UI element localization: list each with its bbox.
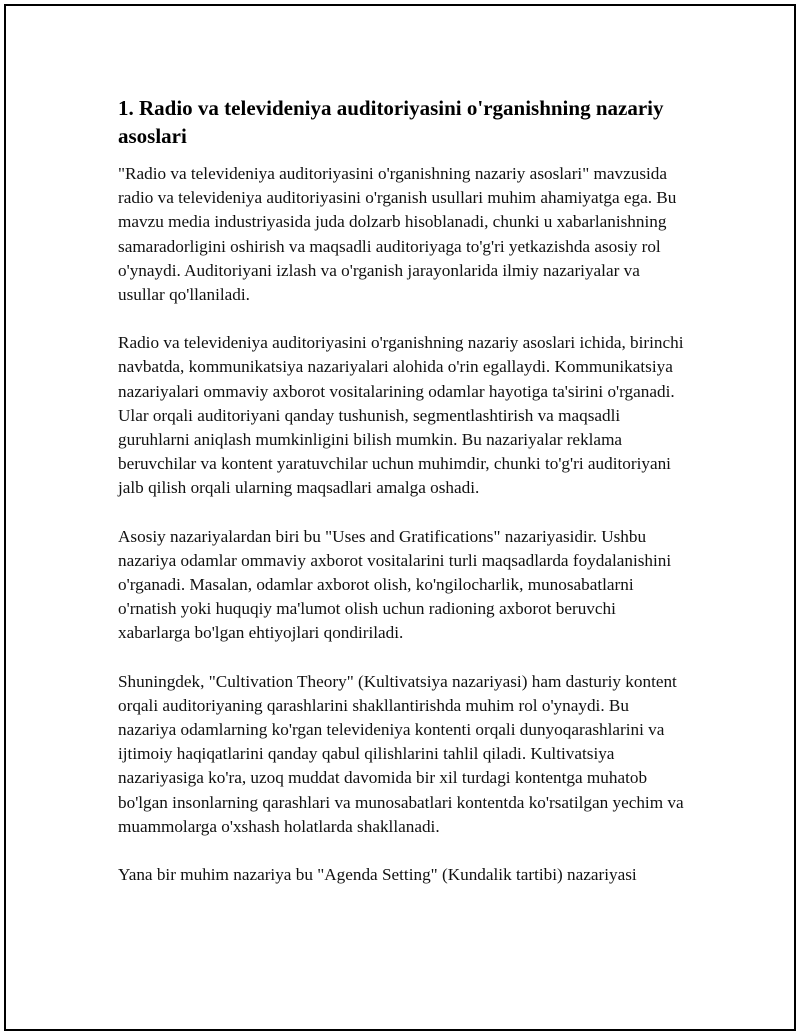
- section-heading: 1. Radio va televideniya auditoriyasini o'rganishning nazariy asoslari: [118, 96, 664, 148]
- paragraph-agenda-setting: Yana bir muhim nazariya bu "Agenda Setting" (Kundalik tartibi) nazariyasi: [118, 865, 637, 885]
- paragraph-intro: "Radio va televideniya auditoriyasini o'rganishning nazariy asoslari" mavzusida radio va televideniya auditoriyasini o'rganish usullari muhim ahamiyatga ega. Bu mavzu media industriyasida juda dolzarb hisoblanadi, chunki u xabarlanishning samaradorligini oshirish va maqsadli auditoriyaga to'g'ri yetkazishda asosiy rol o'ynaydi. Auditoriyani izlash va o'rganish jarayonlarida ilmiy nazariyalar va usullar qo'llaniladi.: [118, 164, 677, 305]
- paragraph-cultivation-theory: Shuningdek, "Cultivation Theory" (Kultivatsiya nazariyasi) ham dasturiy kontent orqali auditoriyaning qarashlarini shakllantirishda muhim rol o'ynaydi. Bu nazariya odamlarning ko'rgan televideniya kontenti orqali dunyoqarashlarini va ijtimoiy haqiqatlarini qanday qabul qilishlarini tahlil qiladi. Kultivatsiya nazariyasiga ko'ra, uzoq muddat davomida bir xil turdagi kontentga muhatob bo'lgan insonlarning qarashlari va munosabatlari kontentda ko'rsatilgan yechim va muammolarga o'xshash holatlarda shakllanadi.: [118, 671, 684, 836]
- paragraph-uses-and-gratifications: Asosiy nazariyalardan biri bu "Uses and Gratifications" nazariyasidir. Ushbu nazariya odamlar ommaviy axborot vositalarini turli maqsadlarda foydalanishini o'rganadi. Masalan, odamlar axborot olish, ko'ngilocharlik, munosabatlarni o'rnatish yoki huquqiy ma'lumot olish uchun radioning axborot beruvchi xabarlarga bo'lgan ehtiyojlari qondiriladi.: [118, 526, 672, 643]
- document-body: [118, 94, 688, 911]
- paragraph-communication-theories: Radio va televideniya auditoriyasini o'rganishning nazariy asoslari ichida, birinchi navbatda, kommunikatsiya nazariyalari alohida o'rin egallaydi. Kommunikatsiya nazariyalari ommaviy axborot vositalarining odamlar hayotiga ta'sirini o'rganadi. Ular orqali auditoriyani qanday tushunish, segmentlashtirish va maqsadli guruhlarni aniqlash mumkinligini bilish mumkin. Bu nazariyalar reklama beruvchilar va kontent yaratuvchilar uchun muhimdir, chunki to'g'ri auditoriyani jalb qilish orqali ularning maqsadlari amalga oshadi.: [118, 333, 684, 498]
